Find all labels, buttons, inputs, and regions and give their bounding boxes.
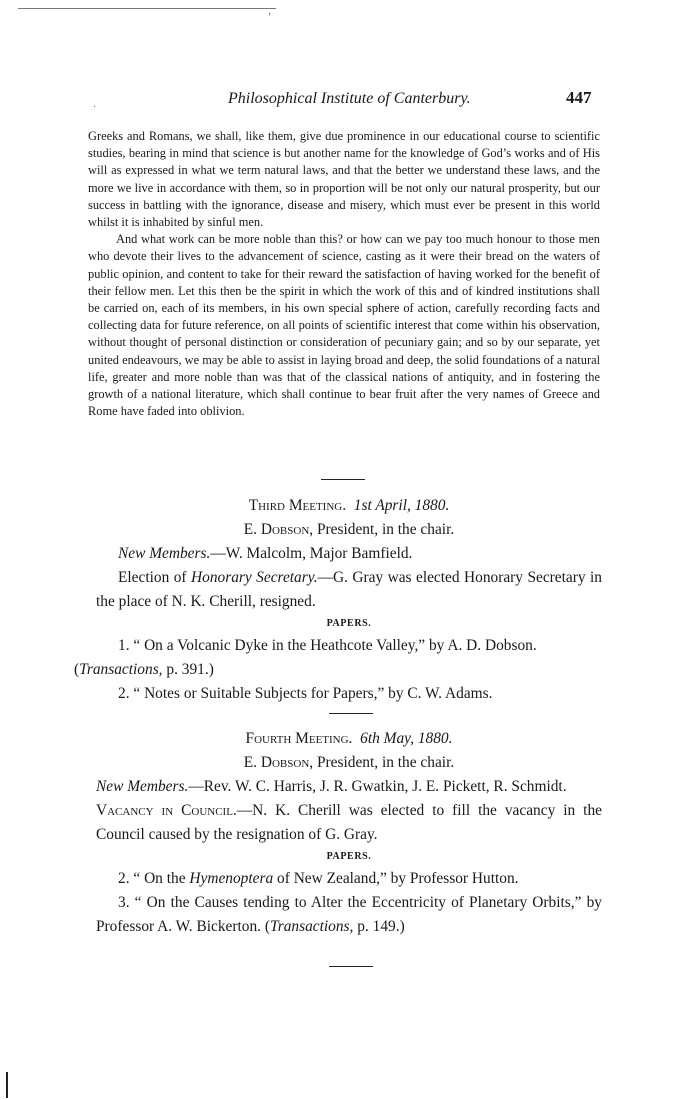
ref-word: Transactions, — [79, 661, 163, 678]
fourth-meeting-section — [96, 727, 602, 939]
paper-entry — [74, 634, 602, 682]
running-header — [0, 88, 691, 114]
election-office: Honorary Secretary. — [191, 569, 318, 586]
intro-paragraph-2: And what work can be more noble than this? or how can we pay too much honour to those men who devote their lives to the advancement of science, casting as it were their bread on the waters of public opinion, and content to take for their reward the satisfaction of having worked for the benefit of their fellow men. Let this then be the spirit in which the work of this and of kindred institutions shall be carried on, each of its members, in his own special sphere of action, carefully recording facts and collecting data for future reference, on all points of scientific interest that come within his observation, without thought of personal distinction or consideration of pecuniary gain; and so by our separate, yet united endeavours, we may be able to assist in laying broad and deep, the solid foundations of a natural life, greater and more noble than was that of the classical nations of antiquity, and in fostering the growth of a national literature, which shall continue to bear fruit after the very names of Greece and Rome have faded into oblivion. — [88, 232, 601, 419]
paper-entry — [96, 891, 602, 939]
section-divider — [329, 966, 373, 967]
paper-2-prefix: 2. “ On the — [118, 870, 190, 887]
meeting-title: Third Meeting. — [248, 497, 347, 514]
ink-speck: ’ — [268, 12, 272, 23]
paper-entry — [96, 867, 602, 891]
paper-3-title: 3. “ On the Causes tending to Alter the Eccentricity of Planetary Orbits,” by Professor A. W. Bickerton. — [96, 894, 602, 935]
paper-2-taxon: Hymenoptera — [189, 870, 274, 887]
intro-paragraph-1: Greeks and Romans, we shall, like them, give due prominence in our educational course to scientific studies, bearing in mind that science is but another name for the knowledge of God’s works and of His will as expressed in what we term natural laws, and that the better we understand these laws, and the more we live in accordance with them, so in proportion will be not only our natural prosperity, but our success in battling with the ignorance, disease and misery, which must ever be present in this world whilst it is inhabited by sinful men. — [88, 129, 600, 230]
election-paragraph — [96, 566, 602, 614]
new-members-line — [96, 775, 602, 799]
new-members-label: New Members. — [118, 545, 211, 562]
papers-heading: PAPERS. — [326, 851, 372, 862]
chair-rest: President, in the chair. — [313, 754, 455, 771]
meeting-date: 6th May, 1880. — [360, 730, 453, 747]
vacancy-label: Vacancy in Council. — [96, 802, 237, 819]
chair-line — [96, 518, 602, 542]
third-meeting-heading — [96, 494, 602, 518]
ink-speck: · — [93, 102, 97, 113]
chair-line — [96, 751, 602, 775]
election-prefix: Election of — [118, 569, 192, 586]
paper-1-title: 1. “ On a Volcanic Dyke in the Heathcote Valley,” by A. D. Dobson. — [118, 637, 537, 654]
intro-text — [88, 128, 600, 420]
fourth-meeting-heading — [96, 727, 602, 751]
ref-open: ( — [74, 661, 80, 678]
meeting-title: Fourth Meeting. — [245, 730, 353, 747]
new-members-text: —W. Malcolm, Major Bamfield. — [210, 545, 413, 562]
paper-2-suffix: of New Zealand,” by Professor Hutton. — [273, 870, 519, 887]
new-members-line — [96, 542, 602, 566]
page-number: 447 — [566, 88, 592, 107]
ref-open: ( — [261, 918, 270, 935]
paper-1-ref — [74, 661, 214, 678]
paper-2-title: 2. “ Notes or Suitable Subjects for Papers,” by C. W. Adams. — [118, 685, 493, 702]
section-divider — [329, 713, 373, 714]
papers-heading: PAPERS. — [326, 618, 372, 629]
vacancy-text: —N. K. Cherill was elected to fill the vacancy in the Council caused by the resignation of G. Gray. — [96, 802, 602, 843]
section-divider — [321, 479, 365, 480]
new-members-label: New Members. — [96, 778, 189, 795]
third-meeting-section — [74, 494, 602, 706]
ref-rest: p. 391.) — [162, 661, 214, 678]
running-head-title: Philosophical Institute of Canterbury. — [228, 90, 471, 107]
chair-rest: President, in the chair. — [313, 521, 455, 538]
ref-word: Transactions, — [270, 918, 354, 935]
chair-name: E. Dobson, — [243, 754, 314, 771]
ref-rest: p. 149.) — [353, 918, 405, 935]
vacancy-paragraph — [96, 799, 602, 847]
meeting-date: 1st April, 1880. — [353, 497, 450, 514]
binding-mark — [6, 1072, 8, 1098]
chair-name: E. Dobson, — [243, 521, 314, 538]
paper-entry — [96, 682, 602, 706]
new-members-text: —Rev. W. C. Harris, J. R. Gwatkin, J. E. Pickett, R. Schmidt. — [188, 778, 567, 795]
top-edge-rule — [18, 8, 276, 9]
election-text: —G. Gray was elected Honorary Secretary in the place of N. K. Cherill, resigned. — [96, 569, 602, 610]
